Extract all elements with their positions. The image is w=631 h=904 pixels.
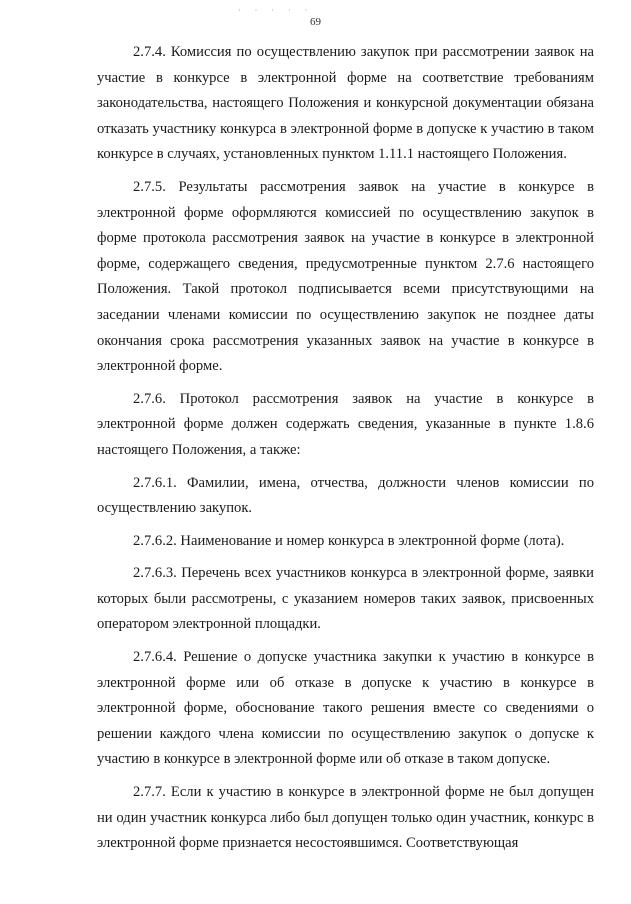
paragraph-2-7-6-4: 2.7.6.4. Решение о допуске участника закупки к участию в конкурсе в электронной форме или об отказе в допуске к участию в конкурсе в электронной форме, обоснование такого решения вместе со сведениями о решении каждого члена комиссии по осуществлению закупок о допуске к участию в конкурсе в электронной форме или об отказе в таком допуске.: [97, 649, 594, 768]
paragraph-2-7-7: 2.7.7. Если к участию в конкурсе в электронной форме не был допущен ни один участник конкурса либо был допущен только один участник, конкурс в электронной форме признается несостоявшимся. Соответствующая: [97, 784, 594, 852]
page-number: 69: [310, 16, 321, 28]
paragraph-2-7-6-1: 2.7.6.1. Фамилии, имена, отчества, должности членов комиссии по осуществлению закупок.: [97, 474, 594, 517]
scan-artifact: · · · · ·: [238, 6, 314, 15]
paragraph-2-7-6: 2.7.6. Протокол рассмотрения заявок на участие в конкурсе в электронной форме должен содержать сведения, указанные в пункте 1.8.6 настоящего Положения, а также:: [97, 390, 594, 458]
document-body: [97, 40, 594, 857]
paragraph-2-7-6-2: 2.7.6.2. Наименование и номер конкурса в электронной форме (лота).: [133, 532, 565, 549]
paragraph-2-7-6-3: 2.7.6.3. Перечень всех участников конкурса в электронной форме, заявки которых были рассмотрены, с указанием номеров таких заявок, присвоенных оператором электронной площадки.: [97, 565, 594, 633]
paragraph-2-7-4: 2.7.4. Комиссия по осуществлению закупок при рассмотрении заявок на участие в конкурсе в электронной форме на соответствие требованиям законодательства, настоящего Положения и конкурсной документации обязана отказать участнику конкурса в электронной форме в допуске к участию в таком конкурсе в случаях, установленных пунктом 1.11.1 настоящего Положения.: [97, 44, 594, 163]
paragraph-2-7-5: 2.7.5. Результаты рассмотрения заявок на участие в конкурсе в электронной форме оформляются комиссией по осуществлению закупок в форме протокола рассмотрения заявок на участие в конкурсе в электронной форме, содержащего сведения, предусмотренные пунктом 2.7.6 настоящего Положения. Такой протокол подписывается всеми присутствующими на заседании членами комиссии по осуществлению закупок не позднее даты окончания срока рассмотрения указанных заявок на участие в конкурсе в электронной форме.: [97, 178, 594, 375]
